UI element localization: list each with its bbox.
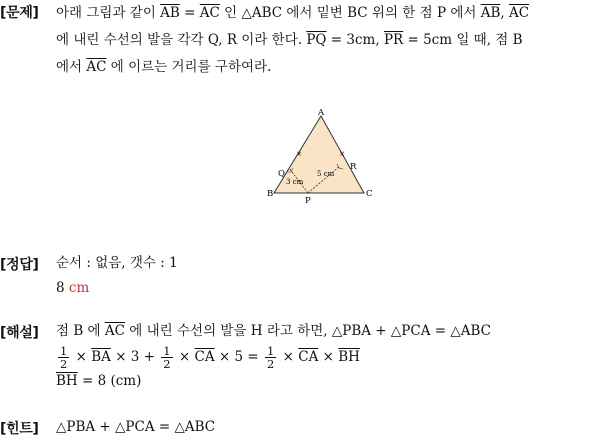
- explanation-line-2: [56, 342, 360, 372]
- hint-label: [힌트]: [0, 421, 39, 437]
- answer-value: 8: [56, 280, 65, 296]
- problem-text: 인 △ABC 에서 밑변 BC 위의 한 점 P 에서: [219, 5, 481, 21]
- fraction-denominator: 2: [267, 357, 275, 371]
- problem-text: 에 이르는 거리를 구하여라.: [106, 59, 272, 75]
- segment-ac: $\overline{AC}$: [86, 59, 107, 75]
- segment-ab: $\overline{AB}$: [480, 5, 501, 21]
- answer-label: [정답]: [0, 257, 39, 273]
- segment-ca: $\overline{CA}$: [298, 349, 319, 365]
- problem-text: 아래 그림과 같이: [56, 5, 161, 21]
- explanation-text: × 3 +: [110, 349, 160, 365]
- segment-ca: $\overline{CA}$: [194, 349, 215, 365]
- explanation-line-1: [56, 322, 491, 340]
- equals: =: [179, 5, 200, 21]
- explanation-text: 점 B 에: [56, 323, 105, 339]
- fraction-numerator: 1: [163, 344, 171, 358]
- vertex-b-label: B: [267, 189, 274, 199]
- fraction-denominator: 2: [60, 357, 68, 371]
- segment-ac: $\overline{AC}$: [508, 5, 530, 21]
- vertex-a-label: A: [318, 108, 325, 118]
- problem-label: [문제]: [0, 5, 39, 21]
- fraction-half: [58, 345, 69, 370]
- segment-pq: $\overline{PQ}$: [306, 32, 327, 48]
- comma: ,: [500, 5, 509, 21]
- explanation-text: × 5 =: [214, 349, 264, 365]
- problem-text: 에 내린 수선의 발을 각각 Q, R 이라 한다.: [56, 32, 307, 48]
- segment-ac: $\overline{AC}$: [199, 5, 220, 21]
- segment-bh: $\overline{BH}$: [56, 373, 78, 389]
- vertex-r-label: R: [350, 162, 357, 172]
- tick-mark-ab: ×: [296, 150, 302, 158]
- problem-text: = 3cm,: [326, 32, 384, 48]
- explanation-label: [해설]: [0, 325, 39, 341]
- fraction-half: [265, 345, 276, 370]
- explanation-line-3: [56, 372, 141, 390]
- tick-mark-ac: ×: [339, 150, 345, 158]
- length-pr-label: 5 cm: [317, 170, 335, 178]
- answer-line-1: 순서 : 없음, 갯수 : 1: [56, 255, 178, 271]
- vertex-p-label: P: [305, 196, 311, 206]
- segment-ab: $\overline{AB}$: [160, 5, 180, 21]
- explanation-text: 에 내린 수선의 발을 H 라고 하면, △PBA + △PCA = △ABC: [124, 323, 491, 339]
- problem-text: = 5cm 일 때, 점 B: [403, 32, 523, 48]
- fraction-numerator: 1: [267, 344, 275, 358]
- triangle-figure: [262, 106, 378, 210]
- segment-ba: $\overline{BA}$: [91, 349, 111, 365]
- problem-line-2: [56, 31, 523, 49]
- times: ×: [71, 349, 92, 365]
- segment-ac: $\overline{AC}$: [104, 323, 125, 339]
- hint-text: △PBA + △PCA = △ABC: [56, 419, 216, 435]
- segment-bh: $\overline{BH}$: [338, 349, 360, 365]
- problem-text: 에서: [56, 59, 87, 75]
- problem-line-1: [56, 4, 529, 22]
- explanation-text: = 8 (cm): [77, 373, 142, 389]
- length-pq-label: 3 cm: [286, 178, 304, 186]
- problem-line-3: [56, 58, 271, 76]
- times: ×: [318, 349, 339, 365]
- vertex-c-label: C: [366, 189, 373, 199]
- fraction-half: [161, 345, 172, 370]
- vertex-q-label: Q: [278, 169, 285, 179]
- fraction-numerator: 1: [60, 344, 68, 358]
- fraction-denominator: 2: [163, 357, 171, 371]
- times: ×: [278, 349, 299, 365]
- segment-pr: $\overline{PR}$: [383, 32, 404, 48]
- answer-unit: cm: [68, 280, 90, 296]
- answer-value-line: [56, 279, 89, 297]
- times: ×: [174, 349, 195, 365]
